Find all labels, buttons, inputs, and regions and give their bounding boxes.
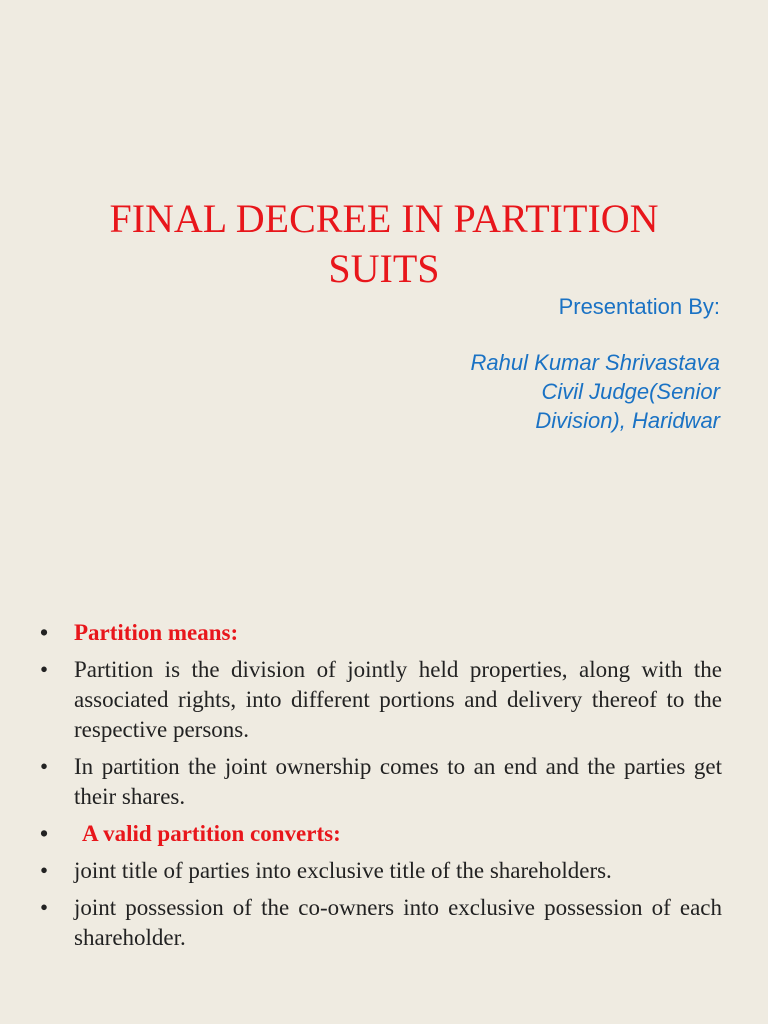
content-slide	[0, 512, 768, 1024]
bullet-item-partition-means: • Partition means:	[40, 618, 722, 648]
presenter-name: Rahul Kumar Shrivastava	[470, 350, 720, 375]
bullet-item-valid-partition: • A valid partition converts:	[40, 819, 722, 849]
bullet-item-definition: • Partition is the division of jointly held properties, along with the associated rights, into different portions and delivery thereof to the respective persons.	[40, 655, 722, 745]
presenter-label: Presentation By:	[558, 294, 720, 319]
presenter-title-line-2: Division), Haridwar	[535, 408, 720, 433]
bullet-item-joint-possession: • joint possession of the co-owners into exclusive possession of each shareholder.	[40, 893, 722, 953]
slide-title-line-1: FINAL DECREE IN PARTITION	[109, 196, 659, 241]
slide-title	[0, 194, 768, 294]
slide-title-line-2: SUITS	[328, 246, 440, 291]
presenter-title-line-1: Civil Judge(Senior	[541, 379, 720, 404]
bullet-item-joint-ownership: • In partition the joint ownership comes to an end and the parties get their shares.	[40, 752, 722, 812]
bullet-item-joint-title: • joint title of parties into exclusive title of the shareholders.	[40, 856, 722, 886]
bullet-list	[40, 618, 722, 960]
presenter-info	[471, 348, 720, 435]
